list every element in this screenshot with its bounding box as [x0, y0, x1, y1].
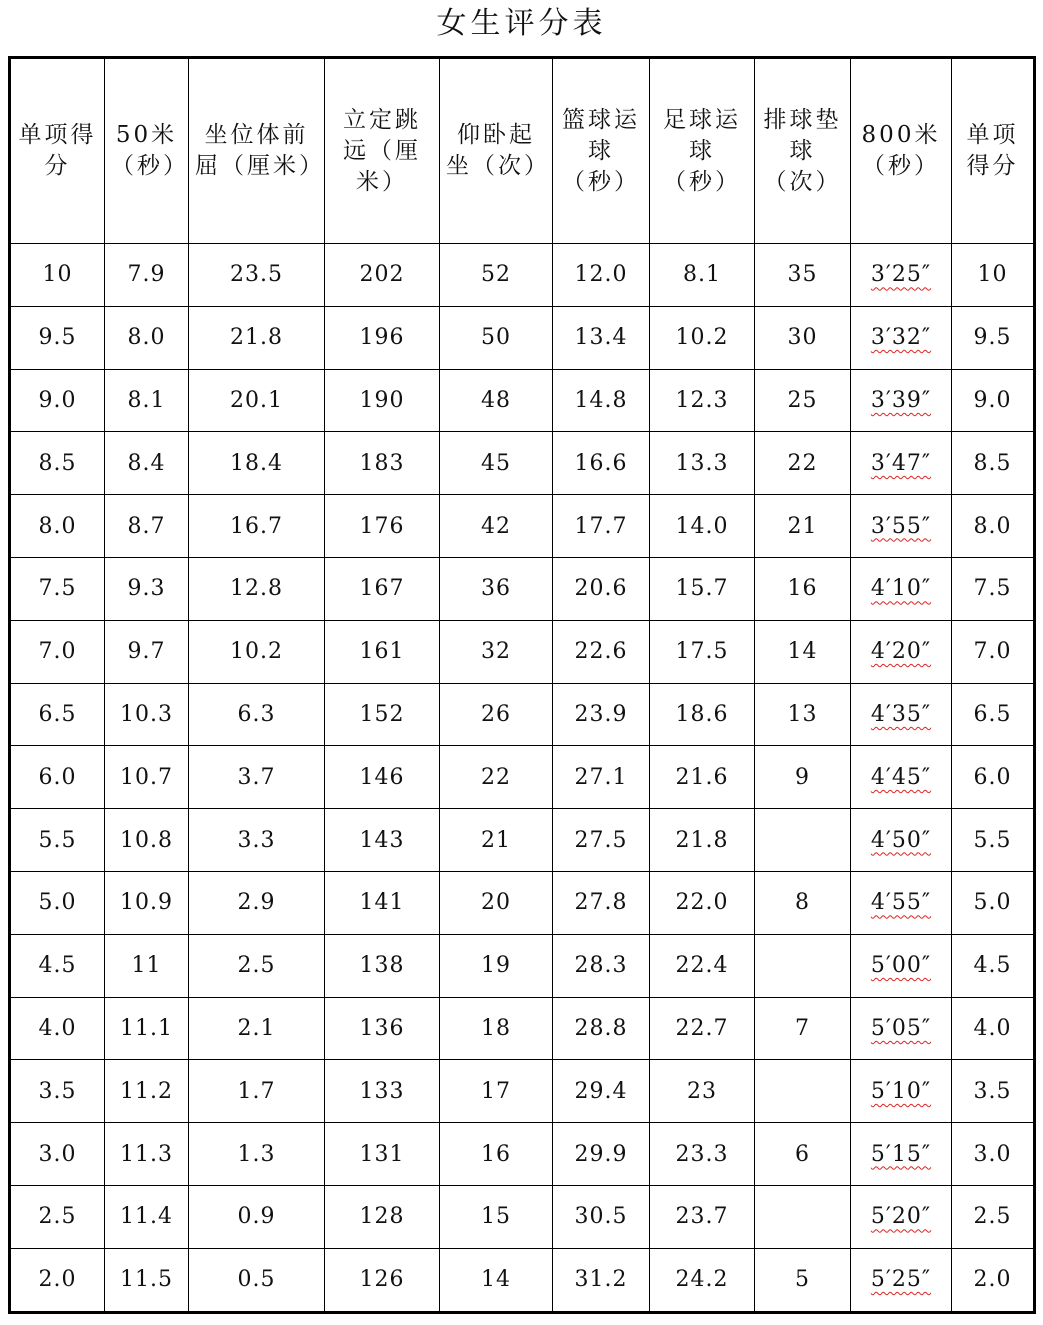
table-row — [10, 244, 1035, 307]
table-cell: 22.7 — [650, 997, 755, 1060]
table-row — [10, 809, 1035, 872]
table-cell — [851, 369, 952, 432]
table-cell: 5.5 — [952, 809, 1035, 872]
table-cell — [755, 809, 851, 872]
table-cell: 27.8 — [553, 871, 650, 934]
table-cell: 36 — [440, 557, 553, 620]
table-row — [10, 495, 1035, 558]
table-cell: 167 — [325, 557, 440, 620]
time-value: 5′10″ — [870, 1078, 932, 1104]
table-cell: 196 — [325, 306, 440, 369]
table-cell: 7.0 — [10, 620, 105, 683]
table-cell: 22.6 — [553, 620, 650, 683]
table-cell: 8.0 — [952, 495, 1035, 558]
table-row — [10, 1060, 1035, 1123]
column-header: 足球运球（秒） — [650, 58, 755, 244]
time-value: 3′32″ — [870, 325, 932, 351]
table-cell — [755, 934, 851, 997]
table-cell: 9.5 — [10, 306, 105, 369]
time-value: 3′55″ — [870, 513, 932, 539]
table-cell: 25 — [755, 369, 851, 432]
table-cell: 15.7 — [650, 557, 755, 620]
table-cell: 32 — [440, 620, 553, 683]
table-row — [10, 620, 1035, 683]
table-cell: 10.2 — [650, 306, 755, 369]
table-cell: 131 — [325, 1123, 440, 1186]
table-cell: 11.4 — [105, 1185, 189, 1248]
table-cell: 126 — [325, 1248, 440, 1312]
table-cell — [851, 557, 952, 620]
table-cell: 9.0 — [952, 369, 1035, 432]
table-cell: 18.4 — [189, 432, 325, 495]
table-cell: 2.5 — [189, 934, 325, 997]
table-cell: 22 — [440, 746, 553, 809]
table-cell: 6.5 — [10, 683, 105, 746]
table-row — [10, 934, 1035, 997]
table-cell: 21 — [440, 809, 553, 872]
table-cell: 6.3 — [189, 683, 325, 746]
table-cell: 50 — [440, 306, 553, 369]
table-cell: 3.3 — [189, 809, 325, 872]
time-value: 5′20″ — [870, 1204, 932, 1230]
time-value: 3′25″ — [870, 262, 932, 288]
table-cell: 8.5 — [10, 432, 105, 495]
column-header: 50米（秒） — [105, 58, 189, 244]
table-cell: 11.5 — [105, 1248, 189, 1312]
table-cell: 2.5 — [10, 1185, 105, 1248]
table-cell: 48 — [440, 369, 553, 432]
table-cell: 8.5 — [952, 432, 1035, 495]
table-cell: 10 — [952, 244, 1035, 307]
table-cell — [851, 1060, 952, 1123]
column-header: 单项得分 — [10, 58, 105, 244]
time-value: 3′39″ — [870, 387, 932, 413]
table-cell: 10 — [10, 244, 105, 307]
document-title: 女生评分表 — [436, 6, 607, 41]
time-value: 3′47″ — [870, 450, 932, 476]
table-cell: 24.2 — [650, 1248, 755, 1312]
table-cell: 152 — [325, 683, 440, 746]
table-cell: 16 — [440, 1123, 553, 1186]
table-cell: 136 — [325, 997, 440, 1060]
table-cell: 5 — [755, 1248, 851, 1312]
table-cell — [851, 871, 952, 934]
table-cell — [851, 244, 952, 307]
table-cell: 14.0 — [650, 495, 755, 558]
table-cell: 30.5 — [553, 1185, 650, 1248]
table-row — [10, 1185, 1035, 1248]
table-cell: 3.7 — [189, 746, 325, 809]
table-cell: 7.5 — [952, 557, 1035, 620]
table-cell: 14.8 — [553, 369, 650, 432]
table-row — [10, 746, 1035, 809]
table-cell: 5.5 — [10, 809, 105, 872]
table-cell — [851, 746, 952, 809]
time-value: 4′50″ — [870, 827, 932, 853]
table-cell — [851, 809, 952, 872]
table-cell: 35 — [755, 244, 851, 307]
table-cell: 8.1 — [105, 369, 189, 432]
table-cell: 143 — [325, 809, 440, 872]
table-body — [10, 244, 1035, 1313]
table-row — [10, 871, 1035, 934]
column-header: 800米（秒） — [851, 58, 952, 244]
table-cell: 3.0 — [10, 1123, 105, 1186]
table-cell: 17 — [440, 1060, 553, 1123]
table-cell — [851, 432, 952, 495]
table-cell: 22 — [755, 432, 851, 495]
table-row — [10, 306, 1035, 369]
table-cell: 2.0 — [952, 1248, 1035, 1312]
table-cell: 202 — [325, 244, 440, 307]
table-cell: 52 — [440, 244, 553, 307]
table-cell: 45 — [440, 432, 553, 495]
table-cell: 3.0 — [952, 1123, 1035, 1186]
table-cell: 1.7 — [189, 1060, 325, 1123]
table-cell: 14 — [440, 1248, 553, 1312]
table-row — [10, 1248, 1035, 1312]
table-cell: 3.5 — [952, 1060, 1035, 1123]
table-cell: 5.0 — [952, 871, 1035, 934]
time-value: 5′15″ — [870, 1141, 932, 1167]
table-cell: 9.0 — [10, 369, 105, 432]
table-cell: 29.9 — [553, 1123, 650, 1186]
table-cell: 19 — [440, 934, 553, 997]
table-cell — [851, 1185, 952, 1248]
table-cell: 6 — [755, 1123, 851, 1186]
score-table — [8, 56, 1036, 1314]
table-cell — [851, 683, 952, 746]
table-cell: 8.1 — [650, 244, 755, 307]
table-cell: 27.5 — [553, 809, 650, 872]
table-cell: 20.1 — [189, 369, 325, 432]
table-cell: 26 — [440, 683, 553, 746]
table-cell: 176 — [325, 495, 440, 558]
table-cell: 22.0 — [650, 871, 755, 934]
table-cell: 12.8 — [189, 557, 325, 620]
table-cell: 7.9 — [105, 244, 189, 307]
table-cell: 10.9 — [105, 871, 189, 934]
column-header: 立定跳远（厘米） — [325, 58, 440, 244]
table-row — [10, 432, 1035, 495]
column-header: 单项得分 — [952, 58, 1035, 244]
table-cell: 0.5 — [189, 1248, 325, 1312]
table-cell: 4.0 — [952, 997, 1035, 1060]
table-cell — [851, 1123, 952, 1186]
time-value: 4′55″ — [870, 890, 932, 916]
table-cell — [755, 1185, 851, 1248]
table-cell: 9.3 — [105, 557, 189, 620]
table-cell: 9.5 — [952, 306, 1035, 369]
table-cell: 28.8 — [553, 997, 650, 1060]
table-cell — [851, 1248, 952, 1312]
table-cell: 138 — [325, 934, 440, 997]
table-cell: 8.0 — [105, 306, 189, 369]
time-value: 4′35″ — [870, 701, 932, 727]
table-cell: 11.3 — [105, 1123, 189, 1186]
table-cell — [755, 1060, 851, 1123]
table-cell: 5.0 — [10, 871, 105, 934]
table-cell: 23.3 — [650, 1123, 755, 1186]
table-cell: 11.2 — [105, 1060, 189, 1123]
table-cell: 21 — [755, 495, 851, 558]
table-cell — [851, 997, 952, 1060]
table-cell: 183 — [325, 432, 440, 495]
header-row — [10, 58, 1035, 244]
table-cell: 20 — [440, 871, 553, 934]
table-cell: 23 — [650, 1060, 755, 1123]
table-cell: 27.1 — [553, 746, 650, 809]
table-cell: 2.5 — [952, 1185, 1035, 1248]
table-cell: 10.2 — [189, 620, 325, 683]
table-row — [10, 557, 1035, 620]
table-cell: 14 — [755, 620, 851, 683]
table-cell: 15 — [440, 1185, 553, 1248]
table-cell: 28.3 — [553, 934, 650, 997]
table-cell: 12.3 — [650, 369, 755, 432]
table-cell: 13.3 — [650, 432, 755, 495]
table-cell: 16.7 — [189, 495, 325, 558]
table-row — [10, 997, 1035, 1060]
table-cell: 2.0 — [10, 1248, 105, 1312]
table-cell — [851, 620, 952, 683]
time-value: 4′10″ — [870, 576, 932, 602]
table-cell: 18.6 — [650, 683, 755, 746]
table-cell: 6.0 — [10, 746, 105, 809]
time-value: 4′45″ — [870, 764, 932, 790]
table-cell — [851, 495, 952, 558]
table-cell: 23.9 — [553, 683, 650, 746]
table-cell: 31.2 — [553, 1248, 650, 1312]
table-cell: 20.6 — [553, 557, 650, 620]
table-cell: 8.0 — [10, 495, 105, 558]
table-cell: 13.4 — [553, 306, 650, 369]
table-cell: 8 — [755, 871, 851, 934]
table-cell: 2.1 — [189, 997, 325, 1060]
table-cell: 42 — [440, 495, 553, 558]
table-cell: 16.6 — [553, 432, 650, 495]
time-value: 4′20″ — [870, 639, 932, 665]
table-row — [10, 683, 1035, 746]
time-value: 5′00″ — [870, 953, 932, 979]
table-cell: 18 — [440, 997, 553, 1060]
table-cell: 2.9 — [189, 871, 325, 934]
table-cell: 21.6 — [650, 746, 755, 809]
table-cell: 21.8 — [650, 809, 755, 872]
table-cell: 4.0 — [10, 997, 105, 1060]
table-cell: 10.3 — [105, 683, 189, 746]
time-value: 5′05″ — [870, 1015, 932, 1041]
table-cell: 7.5 — [10, 557, 105, 620]
table-cell: 17.5 — [650, 620, 755, 683]
column-header: 排球垫球（次） — [755, 58, 851, 244]
table-cell: 9.7 — [105, 620, 189, 683]
table-cell: 4.5 — [952, 934, 1035, 997]
table-cell: 29.4 — [553, 1060, 650, 1123]
table-cell: 10.8 — [105, 809, 189, 872]
table-cell: 17.7 — [553, 495, 650, 558]
column-header: 坐位体前屈（厘米） — [189, 58, 325, 244]
table-cell: 141 — [325, 871, 440, 934]
table-cell: 11 — [105, 934, 189, 997]
table-cell: 16 — [755, 557, 851, 620]
time-value: 5′25″ — [870, 1267, 932, 1293]
table-cell: 1.3 — [189, 1123, 325, 1186]
table-cell: 6.0 — [952, 746, 1035, 809]
table-cell: 10.7 — [105, 746, 189, 809]
table-cell: 3.5 — [10, 1060, 105, 1123]
table-cell: 7 — [755, 997, 851, 1060]
table-cell: 22.4 — [650, 934, 755, 997]
table-cell: 8.4 — [105, 432, 189, 495]
column-header: 篮球运球（秒） — [553, 58, 650, 244]
table-cell — [851, 934, 952, 997]
table-cell: 6.5 — [952, 683, 1035, 746]
table-cell: 12.0 — [553, 244, 650, 307]
table-row — [10, 1123, 1035, 1186]
table-cell: 4.5 — [10, 934, 105, 997]
table-cell: 21.8 — [189, 306, 325, 369]
table-cell: 30 — [755, 306, 851, 369]
table-cell: 146 — [325, 746, 440, 809]
table-cell: 23.5 — [189, 244, 325, 307]
table-cell: 8.7 — [105, 495, 189, 558]
table-cell: 7.0 — [952, 620, 1035, 683]
table-cell: 11.1 — [105, 997, 189, 1060]
table-cell: 161 — [325, 620, 440, 683]
table-cell: 190 — [325, 369, 440, 432]
table-cell: 0.9 — [189, 1185, 325, 1248]
table-cell — [851, 306, 952, 369]
table-row — [10, 369, 1035, 432]
column-header: 仰卧起坐（次） — [440, 58, 553, 244]
table-cell: 23.7 — [650, 1185, 755, 1248]
table-cell: 13 — [755, 683, 851, 746]
table-cell: 128 — [325, 1185, 440, 1248]
table-cell: 9 — [755, 746, 851, 809]
table-cell: 133 — [325, 1060, 440, 1123]
